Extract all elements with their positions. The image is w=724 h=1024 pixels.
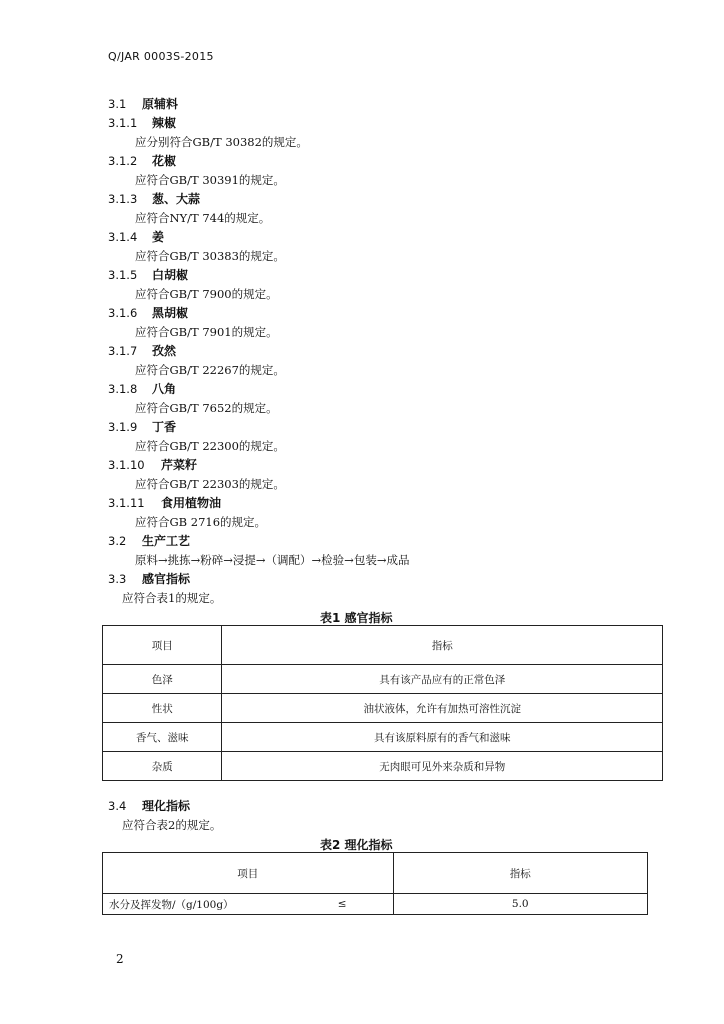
section-3-4-text: 应符合表2的规定。 [122, 818, 222, 832]
section-3-1-9-heading [108, 420, 176, 434]
section-title: 姜 [152, 230, 165, 244]
section-3-1-8-heading [108, 382, 176, 396]
section-3-1-1-heading [108, 116, 176, 130]
section-number: 3.1.2 [108, 154, 138, 168]
section-3-1-5-text: 应符合GB/T 7900的规定。 [135, 287, 278, 301]
table1-caption: 表1 感官指标 [320, 611, 393, 625]
section-number: 3.1.11 [108, 496, 145, 510]
section-number: 3.1.4 [108, 230, 138, 244]
section-number: 3.1.9 [108, 420, 138, 434]
section-number: 3.1.3 [108, 192, 138, 206]
section-3-1-7-heading [108, 344, 176, 358]
section-3-3-text: 应符合表1的规定。 [122, 591, 222, 605]
section-title: 葱、大蒜 [152, 192, 201, 206]
table-row [103, 752, 663, 781]
table-cell-value: 无肉眼可见外来杂质和异物 [222, 752, 663, 781]
table-cell-value: 油状液体，允许有加热可溶性沉淀 [222, 694, 663, 723]
section-number: 3.1.1 [108, 116, 138, 130]
table-cell-item: 香气、滋味 [103, 723, 222, 752]
section-3-1-6-heading [108, 306, 188, 320]
section-number: 3.2 [108, 534, 127, 548]
section-3-1-heading [108, 97, 178, 111]
table-cell-value: 具有该产品应有的正常色泽 [222, 665, 663, 694]
section-3-1-10-heading [108, 458, 197, 472]
table-row [103, 723, 663, 752]
table-header-row [103, 626, 663, 665]
section-3-1-8-text: 应符合GB/T 7652的规定。 [135, 401, 278, 415]
table-header-cell: 项目 [103, 853, 394, 894]
table-cell-item: 杂质 [103, 752, 222, 781]
section-3-1-9-text: 应符合GB/T 22300的规定。 [135, 439, 285, 453]
section-3-1-4-text: 应符合GB/T 30383的规定。 [135, 249, 285, 263]
section-3-4-heading [108, 799, 190, 813]
table-header-row [103, 853, 648, 894]
section-title: 感官指标 [142, 572, 191, 586]
page-number: 2 [116, 952, 124, 966]
section-title: 八角 [152, 382, 177, 396]
section-number: 3.1.8 [108, 382, 138, 396]
standard-code: Q/JAR 0003S-2015 [108, 50, 214, 63]
table-row [103, 665, 663, 694]
section-3-2-heading [108, 534, 190, 548]
table2-caption: 表2 理化指标 [320, 838, 393, 852]
table-cell-item: 色泽 [103, 665, 222, 694]
section-3-1-2-heading [108, 154, 176, 168]
section-title: 食用植物油 [161, 496, 222, 510]
section-title: 花椒 [152, 154, 177, 168]
section-title: 黑胡椒 [152, 306, 189, 320]
table-row [103, 694, 663, 723]
table-cell-value: 具有该原料原有的香气和滋味 [222, 723, 663, 752]
section-title: 辣椒 [152, 116, 177, 130]
item-label: 水分及挥发物/（g/100g） [109, 898, 234, 911]
section-number: 3.4 [108, 799, 127, 813]
table-header-cell: 项目 [103, 626, 222, 665]
section-title: 芹菜籽 [161, 458, 198, 472]
section-3-1-6-text: 应符合GB/T 7901的规定。 [135, 325, 278, 339]
section-number: 3.3 [108, 572, 127, 586]
section-title: 原辅料 [142, 97, 179, 111]
section-number: 3.1.6 [108, 306, 138, 320]
section-title: 白胡椒 [152, 268, 189, 282]
section-3-1-7-text: 应符合GB/T 22267的规定。 [135, 363, 285, 377]
section-3-1-4-heading [108, 230, 164, 244]
physicochemical-table [102, 852, 648, 915]
section-3-1-1-text: 应分别符合GB/T 30382的规定。 [135, 135, 308, 149]
table-header-cell: 指标 [222, 626, 663, 665]
section-3-1-10-text: 应符合GB/T 22303的规定。 [135, 477, 285, 491]
section-3-1-11-text: 应符合GB 2716的规定。 [135, 515, 267, 529]
table-cell-item: 性状 [103, 694, 222, 723]
section-number: 3.1 [108, 97, 127, 111]
section-3-1-5-heading [108, 268, 188, 282]
section-3-1-3-heading [108, 192, 200, 206]
section-title: 孜然 [152, 344, 177, 358]
section-3-3-heading [108, 572, 190, 586]
section-3-1-2-text: 应符合GB/T 30391的规定。 [135, 173, 285, 187]
section-title: 丁香 [152, 420, 177, 434]
section-number: 3.1.5 [108, 268, 138, 282]
table-header-cell: 指标 [393, 853, 647, 894]
section-number: 3.1.10 [108, 458, 145, 472]
table-cell-value: 5.0 [393, 894, 647, 915]
section-3-1-11-heading [108, 496, 221, 510]
section-3-1-3-text: 应符合NY/T 744的规定。 [135, 211, 271, 225]
section-title: 生产工艺 [142, 534, 191, 548]
sensory-table [102, 625, 663, 781]
table-row [103, 894, 648, 915]
process-flow-text: 原料→挑拣→粉碎→浸提→（调配）→检验→包装→成品 [135, 553, 410, 567]
section-title: 理化指标 [142, 799, 191, 813]
table-cell-item [103, 894, 394, 915]
less-equal-sign: ≤ [337, 898, 347, 910]
section-number: 3.1.7 [108, 344, 138, 358]
